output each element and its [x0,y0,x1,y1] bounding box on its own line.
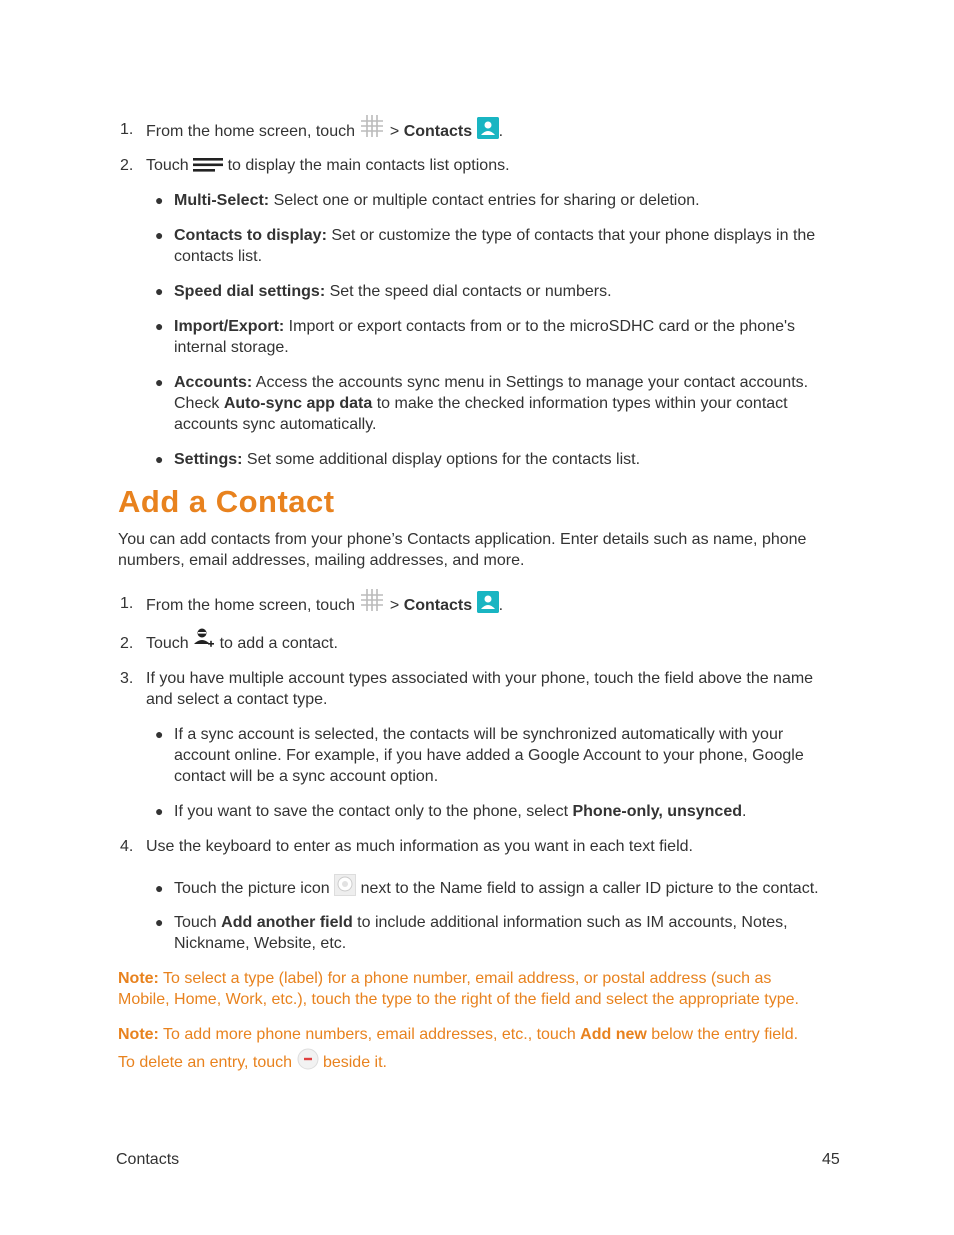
add-another-field-label: Add another field [221,914,353,931]
section-intro [118,529,806,571]
bullet-text: Nickname, Website, etc. [174,935,347,952]
menu-icon [193,157,223,173]
step-number: 2. [120,635,134,652]
intro-line: You can add contacts from your phone’s Contacts application. Enter details such as name, phone [118,531,807,548]
bullet-text: Import or export contacts from or to the microSDHC card or the phone's [288,318,796,335]
bullet-dot: ● [155,451,164,467]
bullet-dot: ● [155,803,164,819]
bullet-dot: ● [155,726,164,742]
step-text: Touch [146,635,189,653]
bullet-label: Settings: [174,451,243,468]
bullet-multi-select [174,190,846,211]
bullet-phone-only [174,801,846,822]
bullet-text: If a sync account is selected, the contacts will be synchronized automatically with your [174,726,784,743]
contacts-label: Contacts [403,123,473,141]
step-text: Touch [146,157,189,174]
bullet-text: Select one or multiple contact entries for sharing or deletion. [273,192,700,209]
bullet-text: Touch [174,914,217,931]
step-number: 1. [120,121,134,138]
contacts-app-icon [477,117,499,139]
note-delete-entry [118,1052,838,1074]
apps-grid-icon [359,113,385,139]
list2-step4: Use the keyboard to enter as much information as you want in each text field. [146,838,693,855]
bullet-speed-dial [174,281,846,302]
period: . [498,123,504,141]
note-text: Mobile, Home, Work, etc.), touch the type to the right of the field and select the appropriate type. [118,991,799,1008]
step-text: to display the main contacts list options. [227,157,510,174]
bullet-dot: ● [155,318,164,334]
step-number: 1. [120,595,134,612]
remove-entry-icon [297,1048,319,1070]
auto-sync-label: Auto-sync app data [223,395,373,412]
note-label-type [118,968,838,1010]
bullet-picture-icon [174,878,846,900]
separator: > [389,597,400,615]
bullet-dot: ● [155,374,164,390]
intro-line: numbers, email addresses, mailing addresses, and more. [118,552,525,569]
bullet-text: contact will be a sync account option. [174,768,439,785]
bullet-dot: ● [155,880,164,896]
list2-step3 [146,668,813,710]
bullet-sync-account [174,724,846,787]
list2-step1 [146,593,503,619]
page-number: 45 [822,1151,840,1168]
contacts-label: Contacts [403,597,473,615]
phone-only-label: Phone-only, unsynced [572,803,742,820]
note-text: below the entry field. [651,1026,799,1043]
list1-step1 [146,119,503,145]
bullet-text: to include additional information such as IM accounts, Notes, [357,914,788,931]
note-label: Note: [118,970,159,987]
note-add-new [118,1024,838,1045]
step-text: If you have multiple account types associated with your phone, touch the field above the name [146,670,814,687]
period: . [498,597,504,615]
bullet-label: Import/Export: [174,318,285,335]
bullet-label: Accounts: [174,374,253,391]
note-text: beside it. [322,1054,387,1072]
step-text: to add a contact. [219,635,338,653]
period: . [741,803,747,820]
bullet-text: accounts sync automatically. [174,416,377,433]
bullet-text: Set or customize the type of contacts that your phone displays in the [331,227,816,244]
list1-step2 [146,155,510,176]
bullet-text: contacts list. [174,248,263,265]
bullet-text: Set the speed dial contacts or numbers. [329,283,612,300]
add-new-label: Add new [580,1026,647,1043]
contacts-app-icon [477,591,499,613]
note-label: Note: [118,1026,159,1043]
add-contact-icon [193,627,215,649]
separator: > [389,123,400,141]
step-number: 3. [120,670,134,687]
bullet-dot: ● [155,914,164,930]
contact-picture-icon [334,874,356,896]
bullet-text: Access the accounts sync menu in Settings to manage your contact accounts. [255,374,809,391]
step-text: From the home screen, touch [146,597,355,615]
step-number: 4. [120,838,134,855]
bullet-text: account online. For example, if you have added a Google Account to your phone, Google [174,747,804,764]
step-text: From the home screen, touch [146,123,355,141]
bullet-accounts [174,372,846,435]
bullet-text: Touch the picture icon [174,880,330,898]
bullet-contacts-to-display [174,225,846,267]
bullet-dot: ● [155,227,164,243]
bullet-label: Multi-Select: [174,192,270,209]
step-number: 2. [120,157,134,174]
note-text: To delete an entry, touch [118,1054,293,1072]
bullet-text: Check [174,395,220,412]
bullet-text: internal storage. [174,339,289,356]
bullet-dot: ● [155,192,164,208]
list2-step2 [146,633,338,655]
bullet-settings [174,449,846,470]
step-text: and select a contact type. [146,691,328,708]
footer-section: Contacts [116,1151,180,1168]
bullet-label: Speed dial settings: [174,283,326,300]
bullet-text: next to the Name field to assign a caller ID picture to the contact. [360,880,819,898]
bullet-text: Set some additional display options for the contacts list. [246,451,641,468]
section-heading: Add a Contact [118,484,335,519]
note-text: To add more phone numbers, email addresses, etc., touch [163,1026,576,1043]
bullet-text: If you want to save the contact only to the phone, select [174,803,569,820]
apps-grid-icon [359,587,385,613]
bullet-text: to make the checked information types within your contact [376,395,788,412]
bullet-import-export [174,316,846,358]
note-text: To select a type (label) for a phone number, email address, or postal address (such as [163,970,772,987]
bullet-label: Contacts to display: [174,227,327,244]
bullet-dot: ● [155,283,164,299]
bullet-add-another-field [174,912,846,954]
